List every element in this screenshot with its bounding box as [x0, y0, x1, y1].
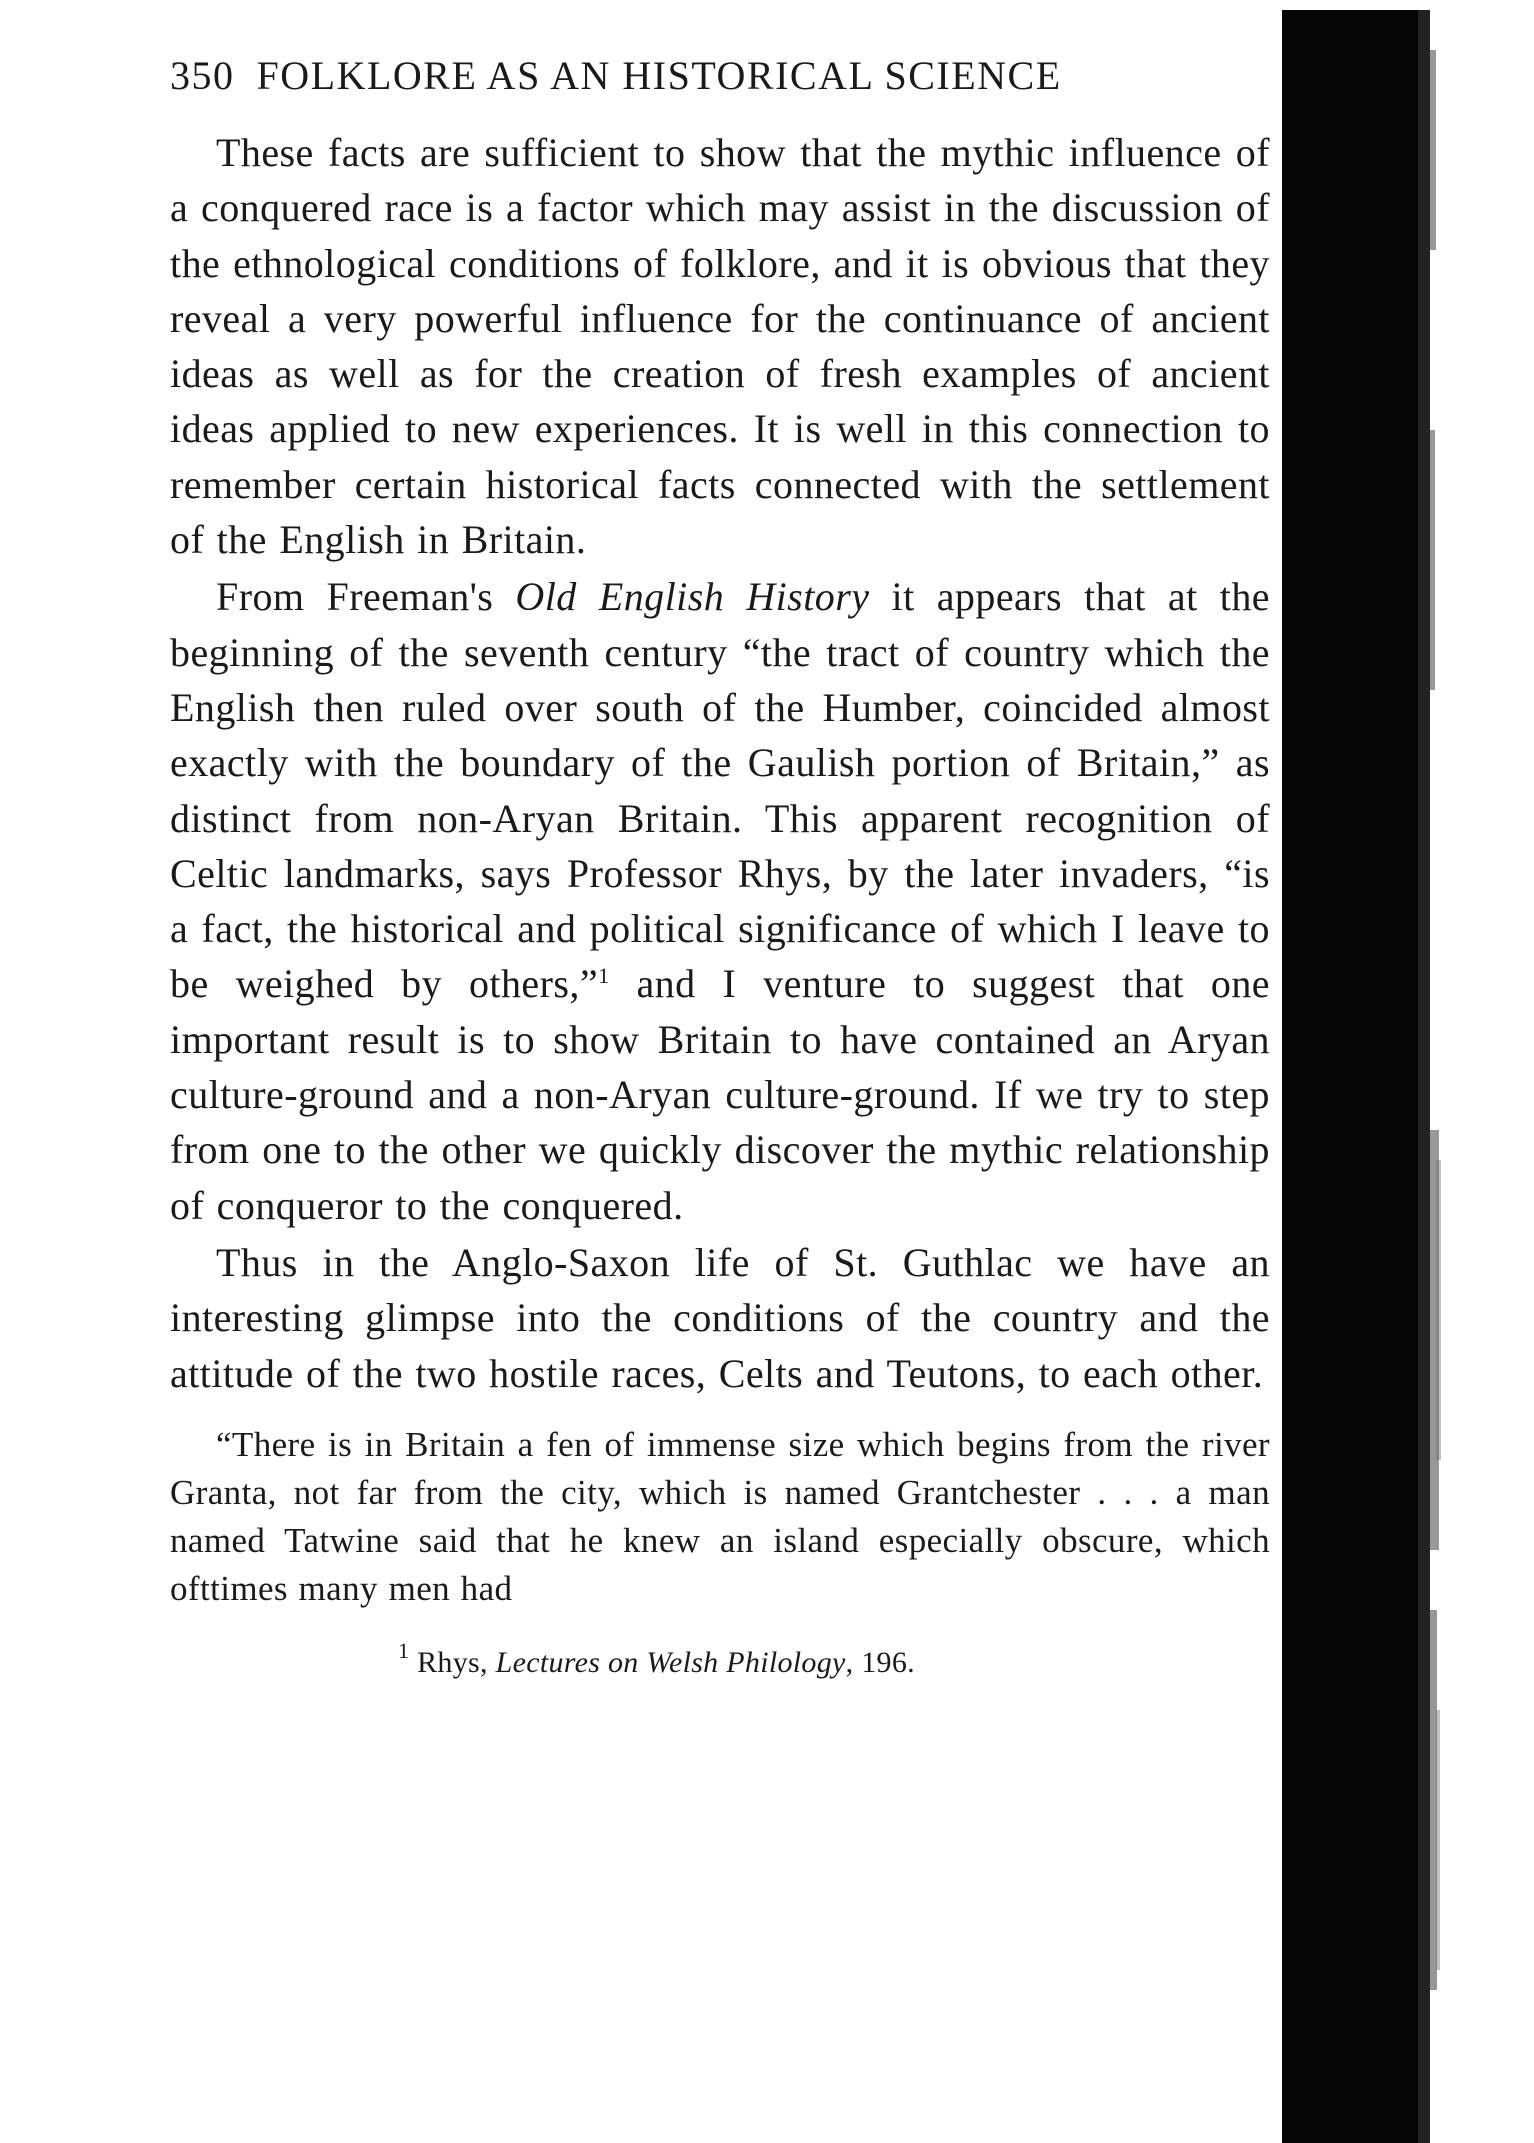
- footnote-author: Rhys,: [409, 1645, 496, 1679]
- page-number: 350: [170, 53, 235, 98]
- paragraph-2-rest: and I venture to suggest that one important result is to show Britain to have contained an Aryan culture-ground and a non-Aryan culture-ground. If we try to step from one to the other we quickly discover the mythic relationship of conqueror to the conquered.: [170, 961, 1271, 1228]
- paragraph-2: [170, 569, 1270, 1233]
- paragraph-1: These facts are sufficient to show that the mythic influence of a conquered race is a factor which may assist in the discussion of the ethnological conditions of folklore, and it is obvious that they reveal a very powerful influence for the continuance of ancient ideas as well as for the creation of fresh examples of ancient ideas applied to new experiences. It is well in this connection to remember certain historical facts connected with the settlement of the English in Britain.: [170, 130, 1270, 563]
- scan-edge-noise: [1418, 10, 1458, 2143]
- footnote-reference: 1: [598, 963, 610, 989]
- paragraph-2-quote: it appears that at the beginning of the seventh century “the tract of country which the English then ruled over south of the Humber, coincided almost exactly with the boundary of the Gaulish portion of Britain,” as distinct from non-Aryan Britain. This apparent recognition of Celtic landmarks, says Professor Rhys, by the later invaders, “is a fact, the historical and political significance of which I leave to be weighed by others,”: [170, 574, 1270, 1007]
- paragraph-3: Thus in the Anglo-Saxon life of St. Guthlac we have an interesting glimpse into the conditions of the country and the attitude of the two hostile races, Celts and Teutons, to each other.: [170, 1239, 1270, 1396]
- body-text: [170, 125, 1270, 1683]
- footnote-page: , 196.: [845, 1645, 915, 1679]
- block-quotation: “There is in Britain a fen of immense size which begins from the river Granta, not far from the city, which is named Grantchester . . . a man named Tatwine said that he knew an island especially obscure, which ofttimes many men had: [170, 1424, 1270, 1608]
- running-head: [170, 52, 1270, 112]
- footnote-marker: 1: [398, 1637, 410, 1663]
- book-title-old-english-history: Old English History: [515, 574, 870, 620]
- paragraph-2-lead: From Freeman's: [216, 574, 516, 620]
- running-title: FOLKLORE AS AN HISTORICAL SCIENCE: [256, 53, 1062, 98]
- footnote-title: Lectures on Welsh Philology: [495, 1645, 846, 1679]
- scan-binding-shadow: [1282, 10, 1418, 2143]
- footnote: [170, 1637, 1270, 1683]
